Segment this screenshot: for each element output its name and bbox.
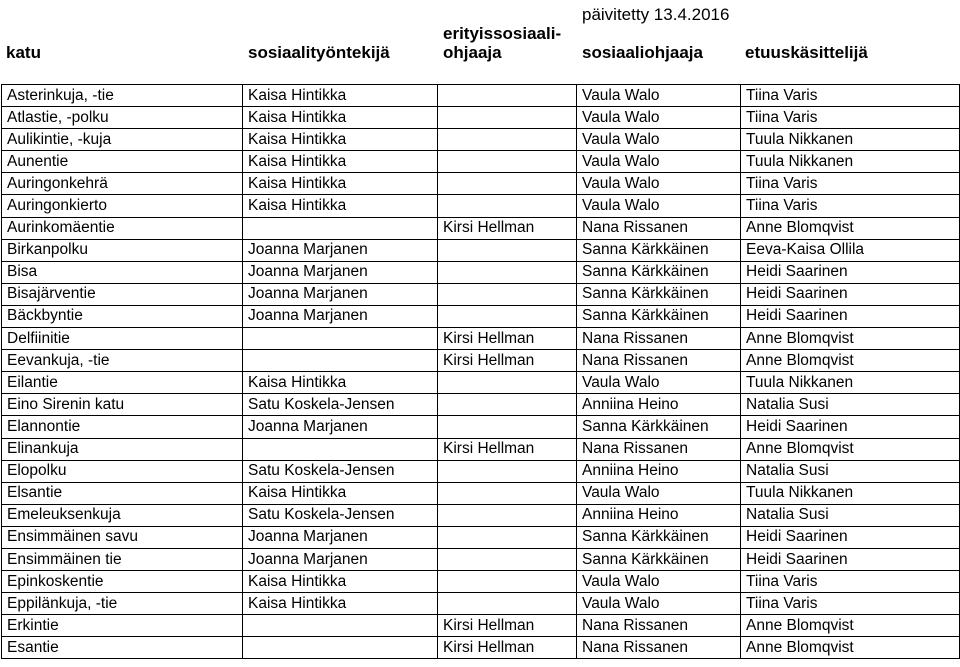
street-cell: Asterinkuja, -tie <box>2 85 243 107</box>
social-counsellor-cell: Sanna Kärkkäinen <box>577 305 741 327</box>
table-row <box>2 593 960 615</box>
social-counsellor-cell: Sanna Kärkkäinen <box>577 548 741 570</box>
special-social-counsellor-cell: Kirsi Hellman <box>438 350 577 372</box>
benefits-handler-cell: Heidi Saarinen <box>741 548 960 570</box>
social-worker-cell: Joanna Marjanen <box>243 305 438 327</box>
benefits-handler-cell: Anne Blomqvist <box>741 637 960 659</box>
special-social-counsellor-cell <box>438 548 577 570</box>
table-row <box>2 85 960 107</box>
social-counsellor-cell: Sanna Kärkkäinen <box>577 416 741 438</box>
street-cell: Delfiinitie <box>2 328 243 350</box>
social-counsellor-cell: Nana Rissanen <box>577 217 741 239</box>
street-cell: Elopolku <box>2 460 243 482</box>
social-counsellor-cell: Nana Rissanen <box>577 328 741 350</box>
social-worker-cell: Kaisa Hintikka <box>243 107 438 129</box>
social-counsellor-cell: Sanna Kärkkäinen <box>577 261 741 283</box>
special-social-counsellor-cell <box>438 261 577 283</box>
social-worker-cell: Kaisa Hintikka <box>243 195 438 217</box>
street-assignment-table <box>1 84 960 659</box>
special-social-counsellor-cell <box>438 504 577 526</box>
street-cell: Ensimmäinen tie <box>2 548 243 570</box>
special-social-counsellor-cell <box>438 305 577 327</box>
social-counsellor-cell: Vaula Walo <box>577 173 741 195</box>
street-cell: Eilantie <box>2 372 243 394</box>
street-cell: Bäckbyntie <box>2 305 243 327</box>
benefits-handler-cell: Heidi Saarinen <box>741 416 960 438</box>
table-row <box>2 526 960 548</box>
social-worker-cell <box>243 615 438 637</box>
special-social-counsellor-cell <box>438 107 577 129</box>
special-social-counsellor-cell <box>438 394 577 416</box>
table-row <box>2 173 960 195</box>
social-counsellor-cell: Nana Rissanen <box>577 438 741 460</box>
benefits-handler-cell: Anne Blomqvist <box>741 350 960 372</box>
special-social-counsellor-cell <box>438 460 577 482</box>
social-worker-cell: Joanna Marjanen <box>243 416 438 438</box>
column-header-erityissosiaaliohjaaja <box>443 24 561 62</box>
street-cell: Bisa <box>2 261 243 283</box>
social-counsellor-cell: Vaula Walo <box>577 195 741 217</box>
benefits-handler-cell: Eeva-Kaisa Ollila <box>741 239 960 261</box>
special-social-counsellor-cell <box>438 283 577 305</box>
social-worker-cell: Kaisa Hintikka <box>243 85 438 107</box>
special-social-counsellor-cell: Kirsi Hellman <box>438 328 577 350</box>
special-social-counsellor-cell <box>438 482 577 504</box>
street-cell: Eino Sirenin katu <box>2 394 243 416</box>
table-row <box>2 394 960 416</box>
table-row <box>2 328 960 350</box>
benefits-handler-cell: Anne Blomqvist <box>741 438 960 460</box>
special-social-counsellor-cell <box>438 571 577 593</box>
column-header-erityissosiaaliohjaaja-line2: ohjaaja <box>443 43 502 62</box>
social-worker-cell: Joanna Marjanen <box>243 283 438 305</box>
table-row <box>2 637 960 659</box>
benefits-handler-cell: Tuula Nikkanen <box>741 372 960 394</box>
special-social-counsellor-cell <box>438 173 577 195</box>
benefits-handler-cell: Tiina Varis <box>741 593 960 615</box>
social-counsellor-cell: Vaula Walo <box>577 85 741 107</box>
street-cell: Eevankuja, -tie <box>2 350 243 372</box>
social-counsellor-cell: Nana Rissanen <box>577 350 741 372</box>
benefits-handler-cell: Heidi Saarinen <box>741 305 960 327</box>
table-row <box>2 217 960 239</box>
street-cell: Auringonkehrä <box>2 173 243 195</box>
table-row <box>2 416 960 438</box>
street-cell: Bisajärventie <box>2 283 243 305</box>
column-header-etuuskasittelija: etuuskäsittelijä <box>745 43 868 62</box>
special-social-counsellor-cell <box>438 372 577 394</box>
table-row <box>2 239 960 261</box>
social-counsellor-cell: Sanna Kärkkäinen <box>577 283 741 305</box>
social-worker-cell: Kaisa Hintikka <box>243 482 438 504</box>
social-counsellor-cell: Vaula Walo <box>577 129 741 151</box>
table-row <box>2 283 960 305</box>
social-counsellor-cell: Vaula Walo <box>577 571 741 593</box>
social-counsellor-cell: Anniina Heino <box>577 394 741 416</box>
benefits-handler-cell: Natalia Susi <box>741 394 960 416</box>
special-social-counsellor-cell <box>438 151 577 173</box>
street-cell: Auringonkierto <box>2 195 243 217</box>
benefits-handler-cell: Anne Blomqvist <box>741 328 960 350</box>
table-row <box>2 305 960 327</box>
social-worker-cell: Kaisa Hintikka <box>243 593 438 615</box>
social-worker-cell <box>243 328 438 350</box>
benefits-handler-cell: Tuula Nikkanen <box>741 482 960 504</box>
benefits-handler-cell: Tiina Varis <box>741 195 960 217</box>
benefits-handler-cell: Natalia Susi <box>741 460 960 482</box>
social-counsellor-cell: Vaula Walo <box>577 372 741 394</box>
social-worker-cell <box>243 350 438 372</box>
benefits-handler-cell: Tuula Nikkanen <box>741 151 960 173</box>
street-cell: Elannontie <box>2 416 243 438</box>
social-worker-cell: Satu Koskela-Jensen <box>243 504 438 526</box>
column-header-katu: katu <box>6 43 41 62</box>
benefits-handler-cell: Natalia Susi <box>741 504 960 526</box>
social-worker-cell: Satu Koskela-Jensen <box>243 460 438 482</box>
benefits-handler-cell: Tuula Nikkanen <box>741 129 960 151</box>
social-worker-cell: Joanna Marjanen <box>243 261 438 283</box>
table-row <box>2 107 960 129</box>
benefits-handler-cell: Tiina Varis <box>741 173 960 195</box>
special-social-counsellor-cell: Kirsi Hellman <box>438 615 577 637</box>
table-row <box>2 195 960 217</box>
street-cell: Esantie <box>2 637 243 659</box>
social-worker-cell: Joanna Marjanen <box>243 526 438 548</box>
social-worker-cell <box>243 637 438 659</box>
benefits-handler-cell: Heidi Saarinen <box>741 283 960 305</box>
benefits-handler-cell: Anne Blomqvist <box>741 615 960 637</box>
table-row <box>2 548 960 570</box>
benefits-handler-cell: Tiina Varis <box>741 107 960 129</box>
column-header-sosiaaliohjaaja: sosiaaliohjaaja <box>582 43 703 62</box>
special-social-counsellor-cell <box>438 85 577 107</box>
table-row <box>2 372 960 394</box>
social-worker-cell: Kaisa Hintikka <box>243 151 438 173</box>
special-social-counsellor-cell: Kirsi Hellman <box>438 637 577 659</box>
street-cell: Aulikintie, -kuja <box>2 129 243 151</box>
street-cell: Aurinkomäentie <box>2 217 243 239</box>
benefits-handler-cell: Anne Blomqvist <box>741 217 960 239</box>
table-row <box>2 615 960 637</box>
table-row <box>2 129 960 151</box>
social-worker-cell: Joanna Marjanen <box>243 548 438 570</box>
street-cell: Elinankuja <box>2 438 243 460</box>
table-row <box>2 350 960 372</box>
table-row <box>2 504 960 526</box>
social-counsellor-cell: Vaula Walo <box>577 482 741 504</box>
social-counsellor-cell: Anniina Heino <box>577 460 741 482</box>
street-cell: Ensimmäinen savu <box>2 526 243 548</box>
social-worker-cell: Joanna Marjanen <box>243 239 438 261</box>
table-row <box>2 151 960 173</box>
updated-date: päivitetty 13.4.2016 <box>582 5 730 24</box>
column-header-sosiaalityontekija: sosiaalityöntekijä <box>248 43 390 62</box>
street-cell: Atlastie, -polku <box>2 107 243 129</box>
social-worker-cell: Kaisa Hintikka <box>243 571 438 593</box>
social-worker-cell: Kaisa Hintikka <box>243 173 438 195</box>
special-social-counsellor-cell <box>438 416 577 438</box>
benefits-handler-cell: Tiina Varis <box>741 571 960 593</box>
street-cell: Epinkoskentie <box>2 571 243 593</box>
street-cell: Birkanpolku <box>2 239 243 261</box>
street-cell: Eppilänkuja, -tie <box>2 593 243 615</box>
social-counsellor-cell: Vaula Walo <box>577 593 741 615</box>
social-counsellor-cell: Sanna Kärkkäinen <box>577 239 741 261</box>
social-counsellor-cell: Vaula Walo <box>577 107 741 129</box>
benefits-handler-cell: Tiina Varis <box>741 85 960 107</box>
table-row <box>2 261 960 283</box>
social-worker-cell: Satu Koskela-Jensen <box>243 394 438 416</box>
social-worker-cell: Kaisa Hintikka <box>243 129 438 151</box>
table-row <box>2 460 960 482</box>
social-worker-cell: Kaisa Hintikka <box>243 372 438 394</box>
social-counsellor-cell: Nana Rissanen <box>577 615 741 637</box>
table-row <box>2 438 960 460</box>
benefits-handler-cell: Heidi Saarinen <box>741 526 960 548</box>
benefits-handler-cell: Heidi Saarinen <box>741 261 960 283</box>
social-counsellor-cell: Sanna Kärkkäinen <box>577 526 741 548</box>
street-cell: Aunentie <box>2 151 243 173</box>
special-social-counsellor-cell: Kirsi Hellman <box>438 438 577 460</box>
table-row <box>2 482 960 504</box>
table-body <box>2 85 960 659</box>
special-social-counsellor-cell <box>438 239 577 261</box>
special-social-counsellor-cell <box>438 593 577 615</box>
street-cell: Erkintie <box>2 615 243 637</box>
social-counsellor-cell: Anniina Heino <box>577 504 741 526</box>
column-header-erityissosiaaliohjaaja-line1: erityissosiaali- <box>443 24 562 43</box>
table-row <box>2 571 960 593</box>
special-social-counsellor-cell <box>438 526 577 548</box>
social-counsellor-cell: Vaula Walo <box>577 151 741 173</box>
street-cell: Elsantie <box>2 482 243 504</box>
social-worker-cell <box>243 217 438 239</box>
special-social-counsellor-cell <box>438 129 577 151</box>
street-cell: Emeleuksenkuja <box>2 504 243 526</box>
social-worker-cell <box>243 438 438 460</box>
special-social-counsellor-cell: Kirsi Hellman <box>438 217 577 239</box>
special-social-counsellor-cell <box>438 195 577 217</box>
social-counsellor-cell: Nana Rissanen <box>577 637 741 659</box>
